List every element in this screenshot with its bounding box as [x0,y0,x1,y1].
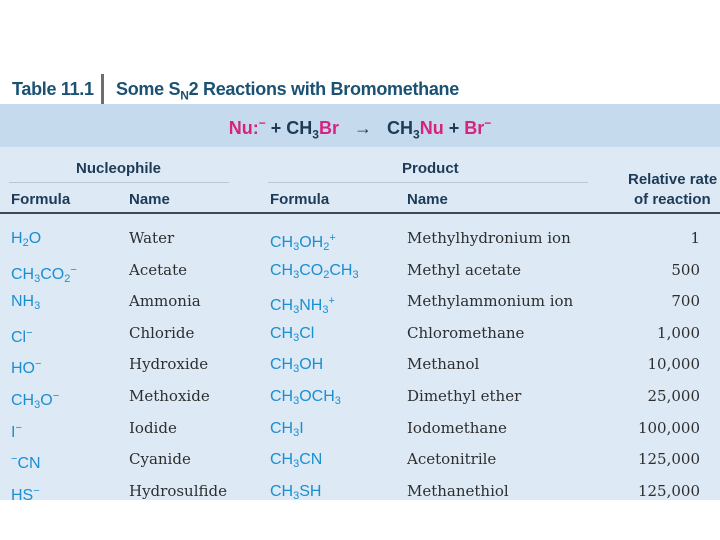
relative-rate: 700 [671,292,700,311]
caption-part-1: Some S [116,79,181,99]
header-prod-name: Name [407,191,448,208]
relative-rate: 10,000 [647,355,700,374]
header-prod-formula: Formula [270,191,330,208]
nucleophile-name: Ammonia [129,292,201,311]
product-name: Chloromethane [407,323,525,342]
header-rate-line1: Relative rate [628,171,718,188]
nucleophile-name: Water [129,229,175,247]
product-name: Acetonitrile [407,450,497,469]
product-formula: $CH_3Cl$ [270,324,315,344]
product-name: Methyl acetate [407,260,522,279]
nucleophile-formula: −CN [11,453,41,473]
header-rule [0,212,720,214]
nucleophile-name: Acetate [129,260,187,279]
relative-rate: 1,000 [657,323,700,342]
nucleophile-formula: $CH_3CO_2^-$ [11,263,77,285]
product-name: Methylammonium ion [407,292,574,311]
product-underline [268,182,588,183]
eq-arrow: → [354,118,372,138]
eq-nucleophile: Nu:− [228,116,266,138]
product-name: Methanethiol [407,481,509,500]
nucleophile-formula: HS− [11,484,40,504]
table-row [0,413,720,444]
relative-rate: 500 [671,260,700,279]
product-formula: $CH_3OH_2^+$ [270,232,336,253]
nucleophile-formula: Cl− [11,326,33,346]
eq-leaving-group: Br− [464,116,492,138]
product-formula: $CH_3CO_2CH_3$ [270,261,359,281]
nucleophile-name: Methoxide [129,387,210,405]
eq-product: $CH_3Nu$ [387,118,444,142]
nucleophile-name: Iodide [129,418,177,437]
header-product: Product [402,160,459,177]
table-row [0,476,720,507]
header-nuc-formula: Formula [11,191,71,208]
product-name: Methylhydronium ion [407,229,571,247]
nucleophile-formula: I− [11,421,22,441]
nucleophile-formula: $H_2O$ [11,230,42,249]
product-name: Iodomethane [407,418,507,437]
product-formula: $CH_3I$ [270,419,304,439]
reaction-equation [0,116,720,142]
eq-plus-1: + [270,118,282,138]
relative-rate: 125,000 [637,450,700,469]
product-name: Dimethyl ether [407,387,522,405]
nucleophile-underline [9,182,229,183]
product-formula: $CH_3OCH_3$ [270,388,341,407]
product-formula: $CH_3OH$ [270,356,324,376]
relative-rate: 100,000 [637,418,700,437]
table-row [0,318,720,349]
table-row [0,255,720,286]
eq-substrate: $CH_3Br$ [286,118,339,142]
product-formula: $CH_3SH$ [270,482,322,502]
table-number: Table 11.1 [12,79,94,99]
nucleophile-formula: $NH_3$ [11,293,41,313]
table-caption [116,79,459,103]
eq-plus-2: + [448,118,460,138]
table-row [0,286,720,317]
header-nucleophile: Nucleophile [76,160,162,177]
table-row [0,381,720,412]
caption-subscript: N [180,88,189,103]
nucleophile-name: Hydroxide [129,355,209,374]
header-nuc-name: Name [129,191,170,208]
nucleophile-formula: HO− [11,358,42,378]
product-formula: $CH_3NH_3^+$ [270,295,335,317]
nucleophile-name: Hydrosulfide [129,481,227,500]
nucleophile-name: Cyanide [129,450,191,469]
relative-rate: 25,000 [647,387,700,405]
table-title-area [0,0,720,104]
relative-rate: 1 [690,229,700,247]
product-name: Methanol [407,355,480,374]
relative-rate: 125,000 [637,481,700,500]
table-row [0,444,720,475]
table-row [0,349,720,380]
nucleophile-formula: $CH_3O^-$ [11,390,60,411]
table-row [0,223,720,254]
product-formula: $CH_3CN$ [270,451,323,471]
header-rate-line2: of reaction [634,191,711,208]
caption-part-2: 2 Reactions with Bromomethane [188,79,459,99]
nucleophile-name: Chloride [129,323,195,342]
